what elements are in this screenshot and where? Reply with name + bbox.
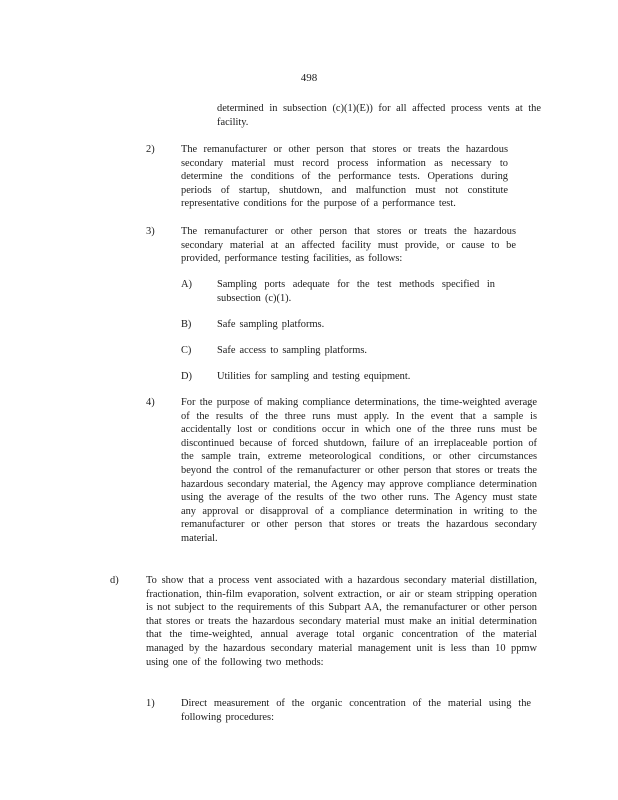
paragraph-text: determined in subsection (c)(1)(E)) for all affected process vents at the facility. xyxy=(217,103,541,128)
item-text: To show that a process vent associated with a hazardous secondary material distillation, fractionation, thin-film evaporation, solvent extraction, or air or steam stripping operation is not subject to the requirements of this Subpart AA, the remanufacturer or other person that stores or treats the hazardous secondary material must make an initial determination that the time-weighted, annual average total organic concentration of the material managed by the hazardous secondary material management unit is less than 10 ppmw using one of the following two methods: xyxy=(146,575,537,668)
item-text: Utilities for sampling and testing equipment. xyxy=(217,371,411,382)
item-text: For the purpose of making compliance determinations, the time-weighted average of the results of the three runs must apply. In the event that a sample is accidentally lost or conditions occur in which one of the three runs must be discontinued because of forced shutdown, failure of an irreplaceable portion of the sample train, extreme meteorological conditions, or other circumstances beyond the control of the remanufacturer or other person that stores or treats the hazardous secondary material, the Agency may approve compliance determination using the average of the results of the two other runs. The Agency must state any approval or disapproval of a compliance determination in writing to the remanufacturer or other person that stores or treats the hazardous secondary material. xyxy=(181,397,537,544)
item-label: 3) xyxy=(146,226,155,237)
item-label: C) xyxy=(181,345,192,356)
item-text: Sampling ports adequate for the test methods specified in subsection (c)(1). xyxy=(217,279,495,304)
item-label: 4) xyxy=(146,397,155,408)
item-label: d) xyxy=(110,575,119,586)
item-label: A) xyxy=(181,279,192,290)
item-text: The remanufacturer or other person that stores or treats the hazardous secondary material at an affected facility must provide, or cause to be provided, performance testing facilities, as follows: xyxy=(181,226,516,265)
item-label: 1) xyxy=(146,698,155,709)
item-text: Safe access to sampling platforms. xyxy=(217,345,367,356)
page-number: 498 xyxy=(300,72,318,84)
item-label: D) xyxy=(181,371,192,382)
item-text: The remanufacturer or other person that stores or treats the hazardous secondary material must record process information as necessary to determine the conditions of the performance tests. Operations during periods of startup, shutdown, and malfunction must not constitute representative conditions for the purpose of a performance test. xyxy=(181,144,508,210)
item-text: Safe sampling platforms. xyxy=(217,319,325,330)
continuation-paragraph xyxy=(217,102,541,129)
item-label: B) xyxy=(181,319,192,330)
item-text: Direct measurement of the organic concentration of the material using the following procedures: xyxy=(181,698,531,723)
item-label: 2) xyxy=(146,144,155,155)
